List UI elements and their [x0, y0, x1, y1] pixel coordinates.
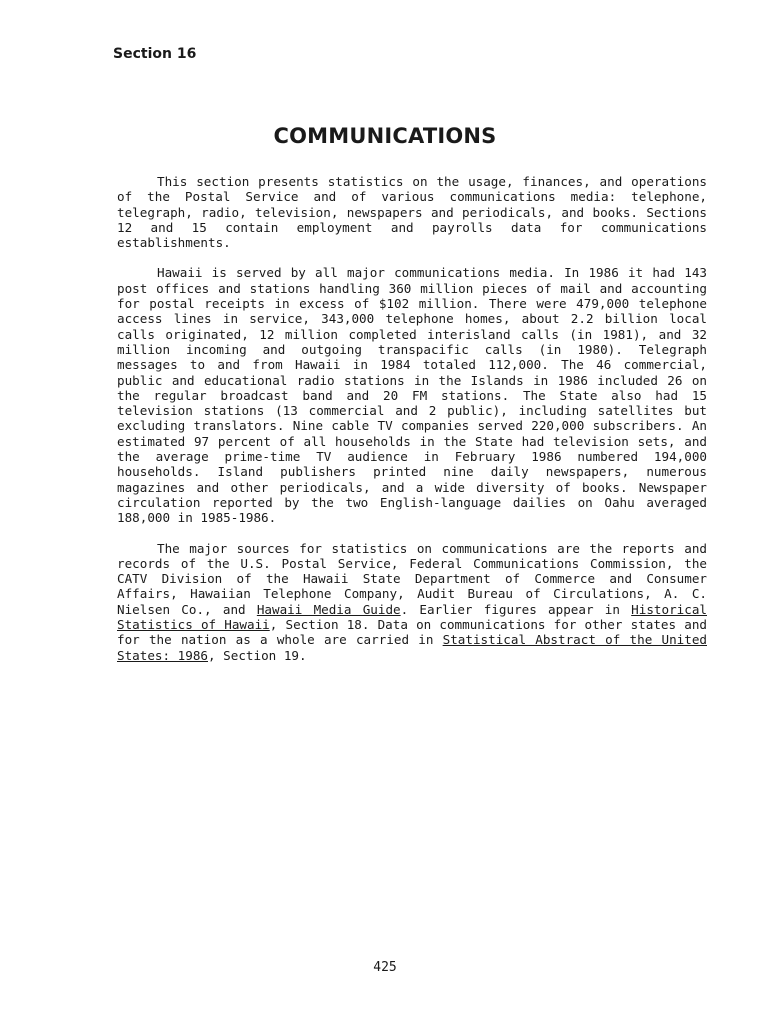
section-label: Section 16 — [113, 46, 197, 62]
sources-text-c: , Section 18. Data on communications for other states and for the nation as a whole are carried in — [117, 617, 707, 648]
sources-text-d: , Section 19. — [208, 647, 307, 663]
page-title: COMMUNICATIONS — [273, 124, 497, 148]
reference-statistical-abstract: Statistical Abstract of the United States: 1986 — [117, 632, 707, 663]
page-number: 425 — [373, 960, 397, 975]
reference-historical-statistics: Historical Statistics of Hawaii — [117, 601, 707, 633]
paragraph-sources — [117, 541, 707, 663]
reference-hawaii-media-guide: Hawaii Media Guide — [256, 601, 401, 617]
sources-text-b: . Earlier figures appear in — [400, 601, 632, 617]
sources-text-a: The major sources for statistics on communications are the reports and records of the U.S. Postal Service, Federal Communications Commission, the CATV Division of the Hawaii State Department of Commerce and Consumer Affairs, Hawaiian Telephone Company, Audit Bureau of Circulations, A. C. Nielsen Co., and — [117, 540, 707, 617]
paragraph-overview: This section presents statistics on the usage, finances, and operations of the Postal Service and of various communications media: telephone, telegraph, radio, television, newspapers and periodicals, and books. Sections 12 and 15 contain employment and payrolls data for communications establishments. — [117, 174, 707, 251]
paragraph-hawaii-media: Hawaii is served by all major communications media. In 1986 it had 143 post offices and stations handling 360 million pieces of mail and accounting for postal receipts in excess of $102 million. There were 479,000 telephone access lines in service, 343,000 telephone homes, about 2.2 billion local calls originated, 12 million completed interisland calls (in 1981), and 32 million incoming and outgoing transpacific calls (in 1980). Telegraph messages to and from Hawaii in 1984 totaled 112,000. The 46 commercial, public and educational radio stations in the Islands in 1986 included 26 on the regular broadcast band and 20 FM stations. The State also had 15 television stations (13 commercial and 2 public), including satellites but excluding translators. Nine cable TV companies served 220,000 subscribers. An estimated 97 percent of all households in the State had television sets, and the average prime-time TV audience in February 1986 numbered 194,000 households. Island publishers printed nine daily newspapers, numerous magazines and other periodicals, and a wide diversity of books. Newspaper circulation reported by the two English-language dailies on Oahu averaged 188,000 in 1985-1986. — [117, 265, 707, 526]
body-text — [117, 174, 707, 678]
